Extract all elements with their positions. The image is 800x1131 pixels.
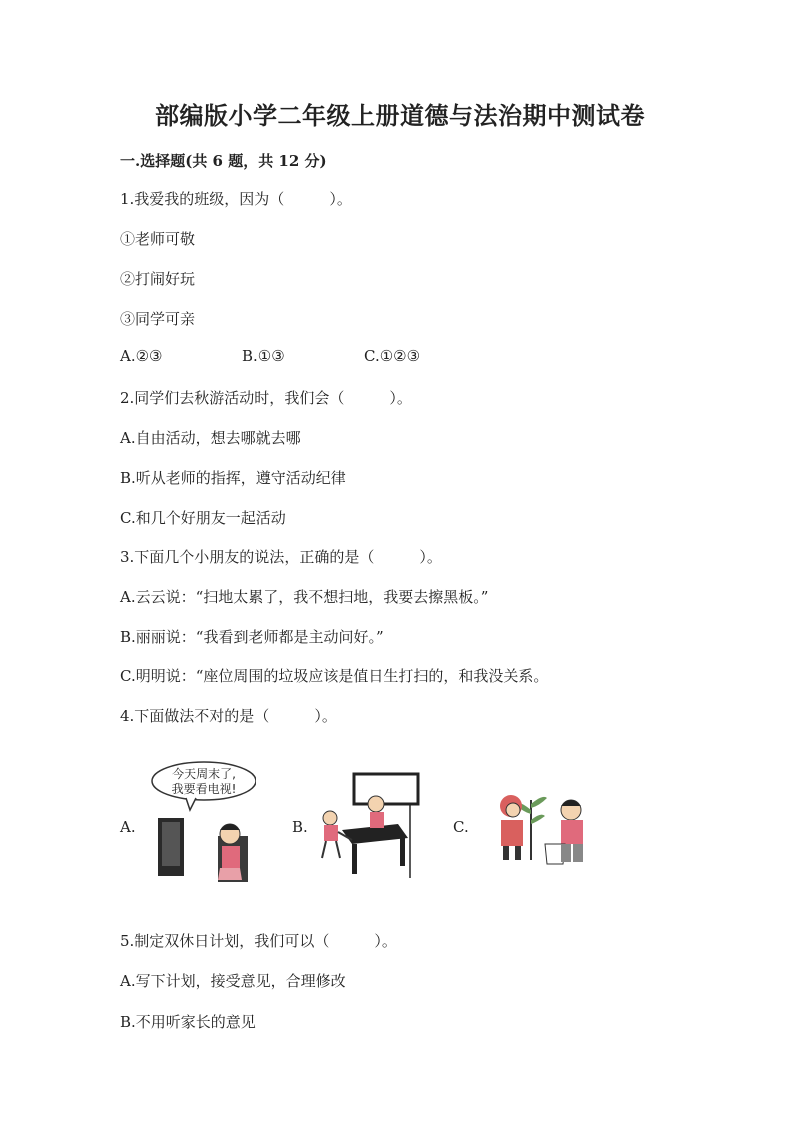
question-1-options xyxy=(120,347,420,365)
question-2-option-b: B.听从老师的指挥，遵守活动纪律 xyxy=(120,469,346,487)
question-2-option-c: C.和几个好朋友一起活动 xyxy=(120,509,286,527)
question-1-option-b: B.①③ xyxy=(242,347,285,365)
question-5-stem: 5.制定双休日计划，我们可以（ ）。 xyxy=(120,932,397,950)
figure-c-label: C. xyxy=(453,818,469,836)
figure-b-illustration xyxy=(312,760,422,888)
question-4-stem: 4.下面做法不对的是（ ）。 xyxy=(120,707,337,725)
question-1-statement-2: ②打闹好玩 xyxy=(120,270,196,288)
section-heading: 一.选择题(共 6 题，共 12 分) xyxy=(120,152,327,170)
question-2-option-a: A.自由活动，想去哪就去哪 xyxy=(120,429,301,447)
question-3-option-a: A.云云说：“扫地太累了，我不想扫地，我要去擦黑板。” xyxy=(120,588,489,606)
question-2-stem: 2.同学们去秋游活动时，我们会（ ）。 xyxy=(120,389,412,407)
question-1-statement-1: ①老师可敬 xyxy=(120,230,196,248)
figure-b-label: B. xyxy=(292,818,308,836)
question-1-stem: 1.我爱我的班级，因为（ ）。 xyxy=(120,190,352,208)
figure-c-illustration xyxy=(475,760,615,888)
question-3-option-c: C.明明说：“座位周围的垃圾应该是值日生打扫的，和我没关系。 xyxy=(120,667,549,685)
question-5-option-b: B.不用听家长的意见 xyxy=(120,1013,256,1031)
question-4-figures xyxy=(120,760,680,890)
question-5-option-a: A.写下计划，接受意见，合理修改 xyxy=(120,972,346,990)
question-3-option-b: B.丽丽说：“我看到老师都是主动问好。” xyxy=(120,628,384,646)
page-title: 部编版小学二年级上册道德与法治期中测试卷 xyxy=(155,101,645,130)
speech-bubble-line-1: 今天周末了, xyxy=(172,767,236,781)
figure-a-label: A. xyxy=(120,818,136,836)
question-1-statement-3: ③同学可亲 xyxy=(120,310,196,328)
question-1-option-c: C.①②③ xyxy=(364,347,421,365)
question-1-option-a: A.②③ xyxy=(120,347,163,365)
figure-a-illustration xyxy=(136,760,256,888)
question-3-stem: 3.下面几个小朋友的说法，正确的是（ ）。 xyxy=(120,548,442,566)
speech-bubble-line-2: 我要看电视! xyxy=(171,782,237,796)
